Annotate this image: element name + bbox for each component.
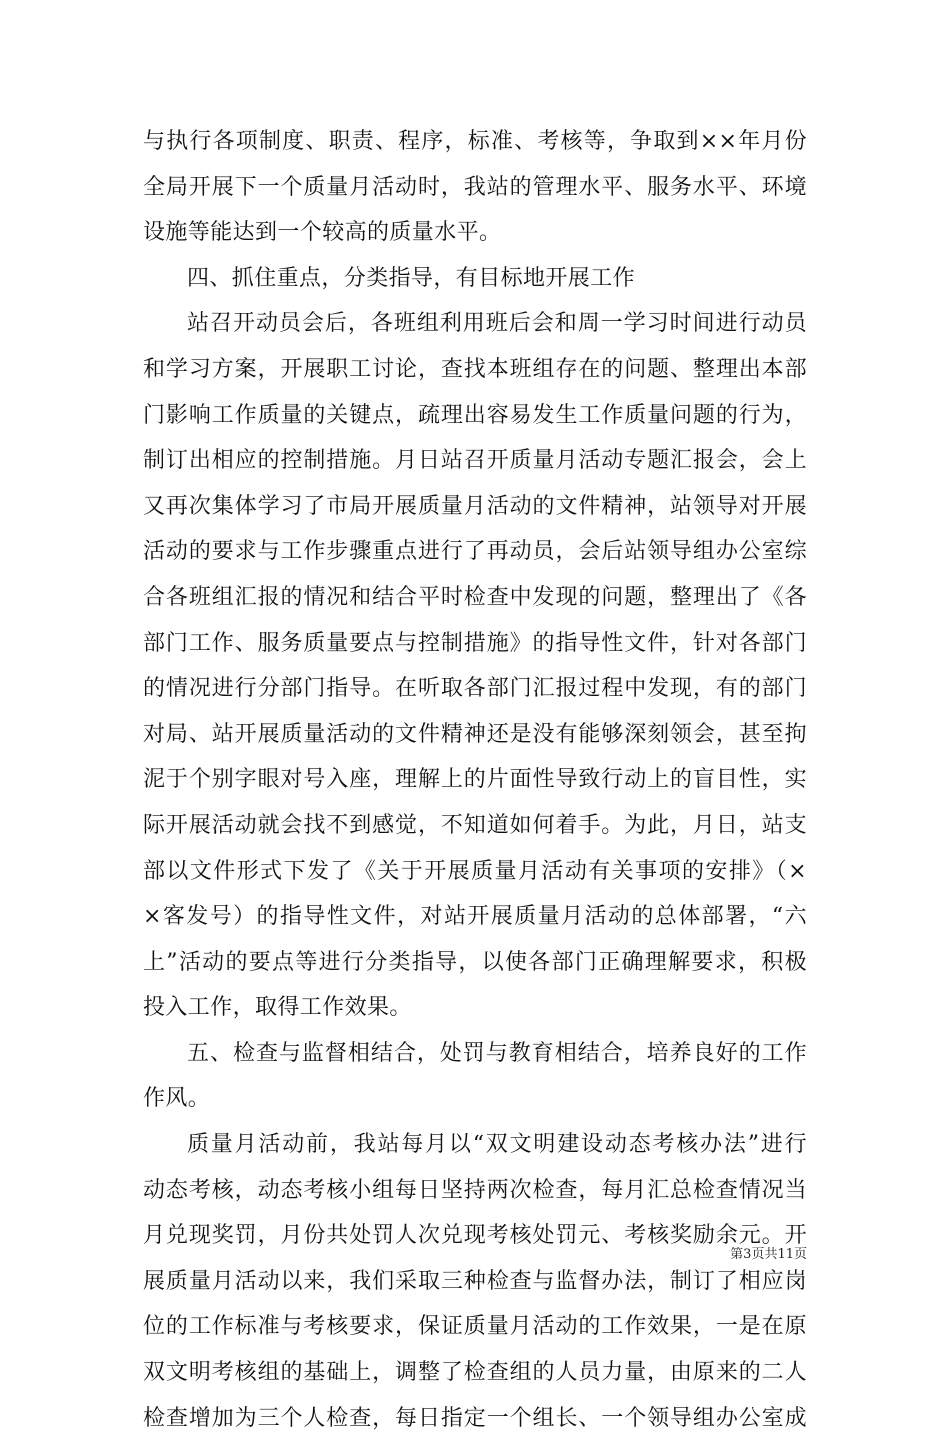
text-line: 质量月活动前，我站每月以“双文明建设动态考核办法”进行 <box>187 1132 807 1158</box>
page-number: 第3页共11页 <box>730 1247 807 1262</box>
text-line: 上”活动的要点等进行分类指导，以使各部门正确理解要求，积极 <box>143 949 807 975</box>
text-line: 的情况进行分部门指导。在听取各部门汇报过程中发现，有的部门 <box>143 676 807 702</box>
text-line: 站召开动员会后，各班组利用班后会和周一学习时间进行动员 <box>187 311 807 337</box>
section-heading: 四、抓住重点，分类指导，有目标地开展工作 <box>187 265 636 291</box>
text-line: ×客发号）的指导性文件，对站开展质量月活动的总体部署，“六 <box>143 904 807 930</box>
text-line: 又再次集体学习了市局开展质量月活动的文件精神，站领导对开展 <box>143 493 807 519</box>
text-line: 位的工作标准与考核要求，保证质量月活动的工作效果，一是在原 <box>143 1314 807 1340</box>
text-line: 双文明考核组的基础上，调整了检查组的人员力量，由原来的二人 <box>143 1360 807 1386</box>
text-line: 部门工作、服务质量要点与控制措施》的指导性文件，针对各部门 <box>143 630 807 656</box>
text-line: 对局、站开展质量活动的文件精神还是没有能够深刻领会，甚至拘 <box>143 721 807 747</box>
text-line: 动态考核，动态考核小组每日坚持两次检查，每月汇总检查情况当 <box>143 1177 807 1203</box>
text-line: 月兑现奖罚，月份共处罚人次兑现考核处罚元、考核奖励余元。开 <box>143 1223 807 1249</box>
text-line: 全局开展下一个质量月活动时，我站的管理水平、服务水平、环境 <box>143 174 807 200</box>
text-line: 制订出相应的控制措施。月日站召开质量月活动专题汇报会，会上 <box>143 448 807 474</box>
text-line: 际开展活动就会找不到感觉，不知道如何着手。为此，月日，站支 <box>143 812 807 838</box>
section-heading: 作风。 <box>143 1086 211 1112</box>
text-line: 合各班组汇报的情况和结合平时检查中发现的问题，整理出了《各 <box>143 584 807 610</box>
section-heading: 五、检查与监督相结合，处罚与教育相结合，培养良好的工作 <box>187 1040 807 1066</box>
text-line: 投入工作，取得工作效果。 <box>143 995 412 1021</box>
text-line: 检查增加为三个人检查，每日指定一个组长、一个领导组办公室成 <box>143 1405 807 1431</box>
text-line: 与执行各项制度、职责、程序，标准、考核等，争取到××年月份 <box>143 129 807 154</box>
text-line: 部以文件形式下发了《关于开展质量月活动有关事项的安排》（× <box>143 858 807 884</box>
text-line: 泥于个别字眼对号入座，理解上的片面性导致行动上的盲目性，实 <box>143 767 807 793</box>
text-line: 门影响工作质量的关键点，疏理出容易发生工作质量问题的行为， <box>143 402 807 428</box>
text-line: 活动的要求与工作步骤重点进行了再动员，会后站领导组办公室综 <box>143 539 807 565</box>
text-line: 展质量月活动以来，我们采取三种检查与监督办法，制订了相应岗 <box>143 1268 807 1294</box>
document-body <box>143 119 807 1441</box>
text-line: 设施等能达到一个较高的质量水平。 <box>143 220 502 246</box>
text-line: 和学习方案，开展职工讨论，查找本班组存在的问题、整理出本部 <box>143 356 807 382</box>
